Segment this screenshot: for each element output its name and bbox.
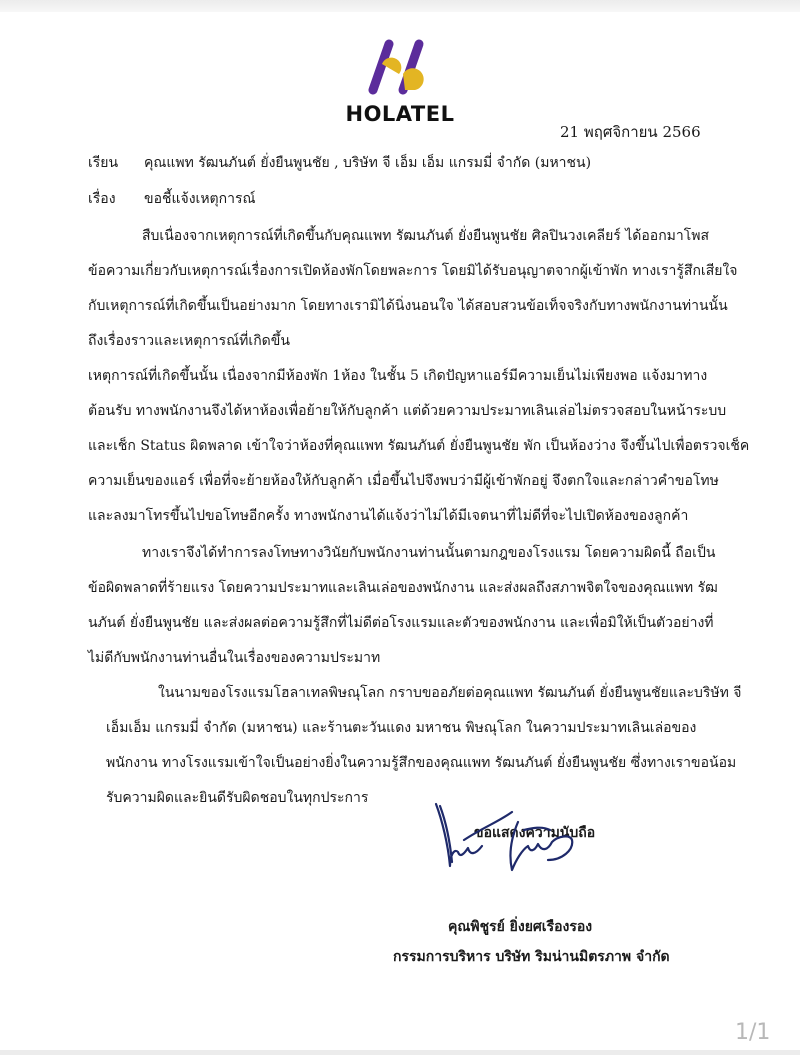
body-line: ความเย็นของแอร์ เพื่อที่จะย้ายห้องให้กับลูกค้า เมื่อขึ้นไปจึงพบว่ามีผู้เข้าพักอยู่ จึงตกใจและกล่าวคำขอโทษ [88, 473, 719, 489]
holatel-logo-mark-icon [365, 38, 435, 102]
viewer-top-bar [0, 0, 800, 12]
body-line: พนักงาน ทางโรงแรมเข้าใจเป็นอย่างยิ่งในความรู้สึกของคุณแพท รัฒนภันต์ ยั่งยืนพูนชัย ซึ่งทางเราขอน้อม [106, 755, 737, 771]
body-line: ข้อความเกี่ยวกับเหตุการณ์เรื่องการเปิดห้องพักโดยพละการ โดยมิได้รับอนุญาตจากผู้เข้าพัก ทางเรารู้สึกเสียใจ [88, 263, 738, 279]
body-line: ต้อนรับ ทางพนักงานจึงได้หาห้องเพื่อย้ายให้กับลูกค้า แต่ด้วยความประมาทเลินเล่อไม่ตรวจสอบในหน้าระบบ [88, 403, 727, 419]
body-line: ข้อผิดพลาดที่ร้ายแรง โดยความประมาทและเลินเล่อของพนักงาน และส่งผลถึงสภาพจิตใจของคุณแพท รัฒ [88, 580, 718, 596]
to-recipient: คุณแพท รัฒนภันต์ ยั่งยืนพูนชัย , บริษัท จี เอ็ม เอ็ม แกรมมี่ จำกัด (มหาชน) [144, 155, 592, 171]
holatel-logo [340, 38, 460, 130]
body-line: และเช็ก Status ผิดพลาด เข้าใจว่าห้องที่คุณแพท รัฒนภันต์ ยั่งยืนพูนชัย พัก เป็นห้องว่าง จึงขึ้นไปเพื่อตรวจเช็ค [88, 438, 750, 454]
body-line: และลงมาโทรขึ้นไปขอโทษอีกครั้ง ทางพนักงานได้แจ้งว่าไม่ได้มีเจตนาที่ไม่ดีที่จะไปเปิดห้องของลูกค้า [88, 508, 689, 524]
signer-name: คุณพิชูรย์ ยิ่งยศเรืองรอง [448, 919, 593, 935]
body-line: ในนามของโรงแรมโฮลาเทลพิษณุโลก กราบขออภัยต่อคุณแพท รัฒนภันต์ ยั่งยืนพูนชัยและบริษัท จี [158, 685, 742, 701]
letter-date: 21 พฤศจิกายน 2566 [560, 123, 701, 141]
signer-title: กรรมการบริหาร บริษัท ริมน่านมิตรภาพ จำกัด [393, 949, 670, 965]
body-line: รับความผิดและยินดีรับผิดชอบในทุกประการ [106, 790, 369, 806]
body-line: เอ็มเอ็ม แกรมมี่ จำกัด (มหาชน) และร้านตะวันแดง มหาชน พิษณุโลก ในความประมาทเลินเล่อของ [106, 720, 697, 736]
body-line: ไม่ดีกับพนักงานท่านอื่นในเรื่องของความประมาท [88, 650, 381, 666]
body-line: ทางเราจึงได้ทำการลงโทษทางวินัยกับพนักงานท่านนั้นตามกฎของโรงแรม โดยความผิดนี้ ถือเป็น [142, 545, 716, 561]
body-line: เหตุการณ์ที่เกิดขึ้นนั้น เนื่องจากมีห้องพัก 1ห้อง ในชั้น 5 เกิดปัญหาแอร์มีความเย็นไม่เพียงพอ แจ้งมาทาง [88, 368, 708, 384]
subject-text: ขอชี้แจ้งเหตุการณ์ [144, 191, 256, 207]
logo-wordmark: HOLATEL [345, 102, 455, 126]
page-indicator: 1/1 [735, 1020, 771, 1045]
body-line: ถึงเรื่องราวและเหตุการณ์ที่เกิดขึ้น [88, 333, 290, 349]
subject-label: เรื่อง [88, 191, 116, 207]
closing-regards: ขอแสดงความนับถือ [474, 825, 596, 841]
viewer-bottom-bar [0, 1050, 800, 1055]
signature [432, 800, 602, 879]
body-line: สืบเนื่องจากเหตุการณ์ที่เกิดขึ้นกับคุณแพท รัฒนภันต์ ยั่งยืนพูนชัย ศิลปินวงเคลียร์ ได้ออกมาโพส [142, 228, 710, 244]
body-line: กับเหตุการณ์ที่เกิดขึ้นเป็นอย่างมาก โดยทางเรามิได้นิ่งนอนใจ ได้สอบสวนข้อเท็จจริงกับทางพนักงานท่านนั้น [88, 298, 728, 314]
to-label: เรียน [88, 155, 119, 171]
body-line: นภันต์ ยั่งยืนพูนชัย และส่งผลต่อความรู้สึกที่ไม่ดีต่อโรงแรมและตัวของพนักงาน และเพื่อมิให้เป็นตัวอย่างที่ [88, 615, 714, 631]
handwritten-signature-icon [432, 800, 602, 875]
